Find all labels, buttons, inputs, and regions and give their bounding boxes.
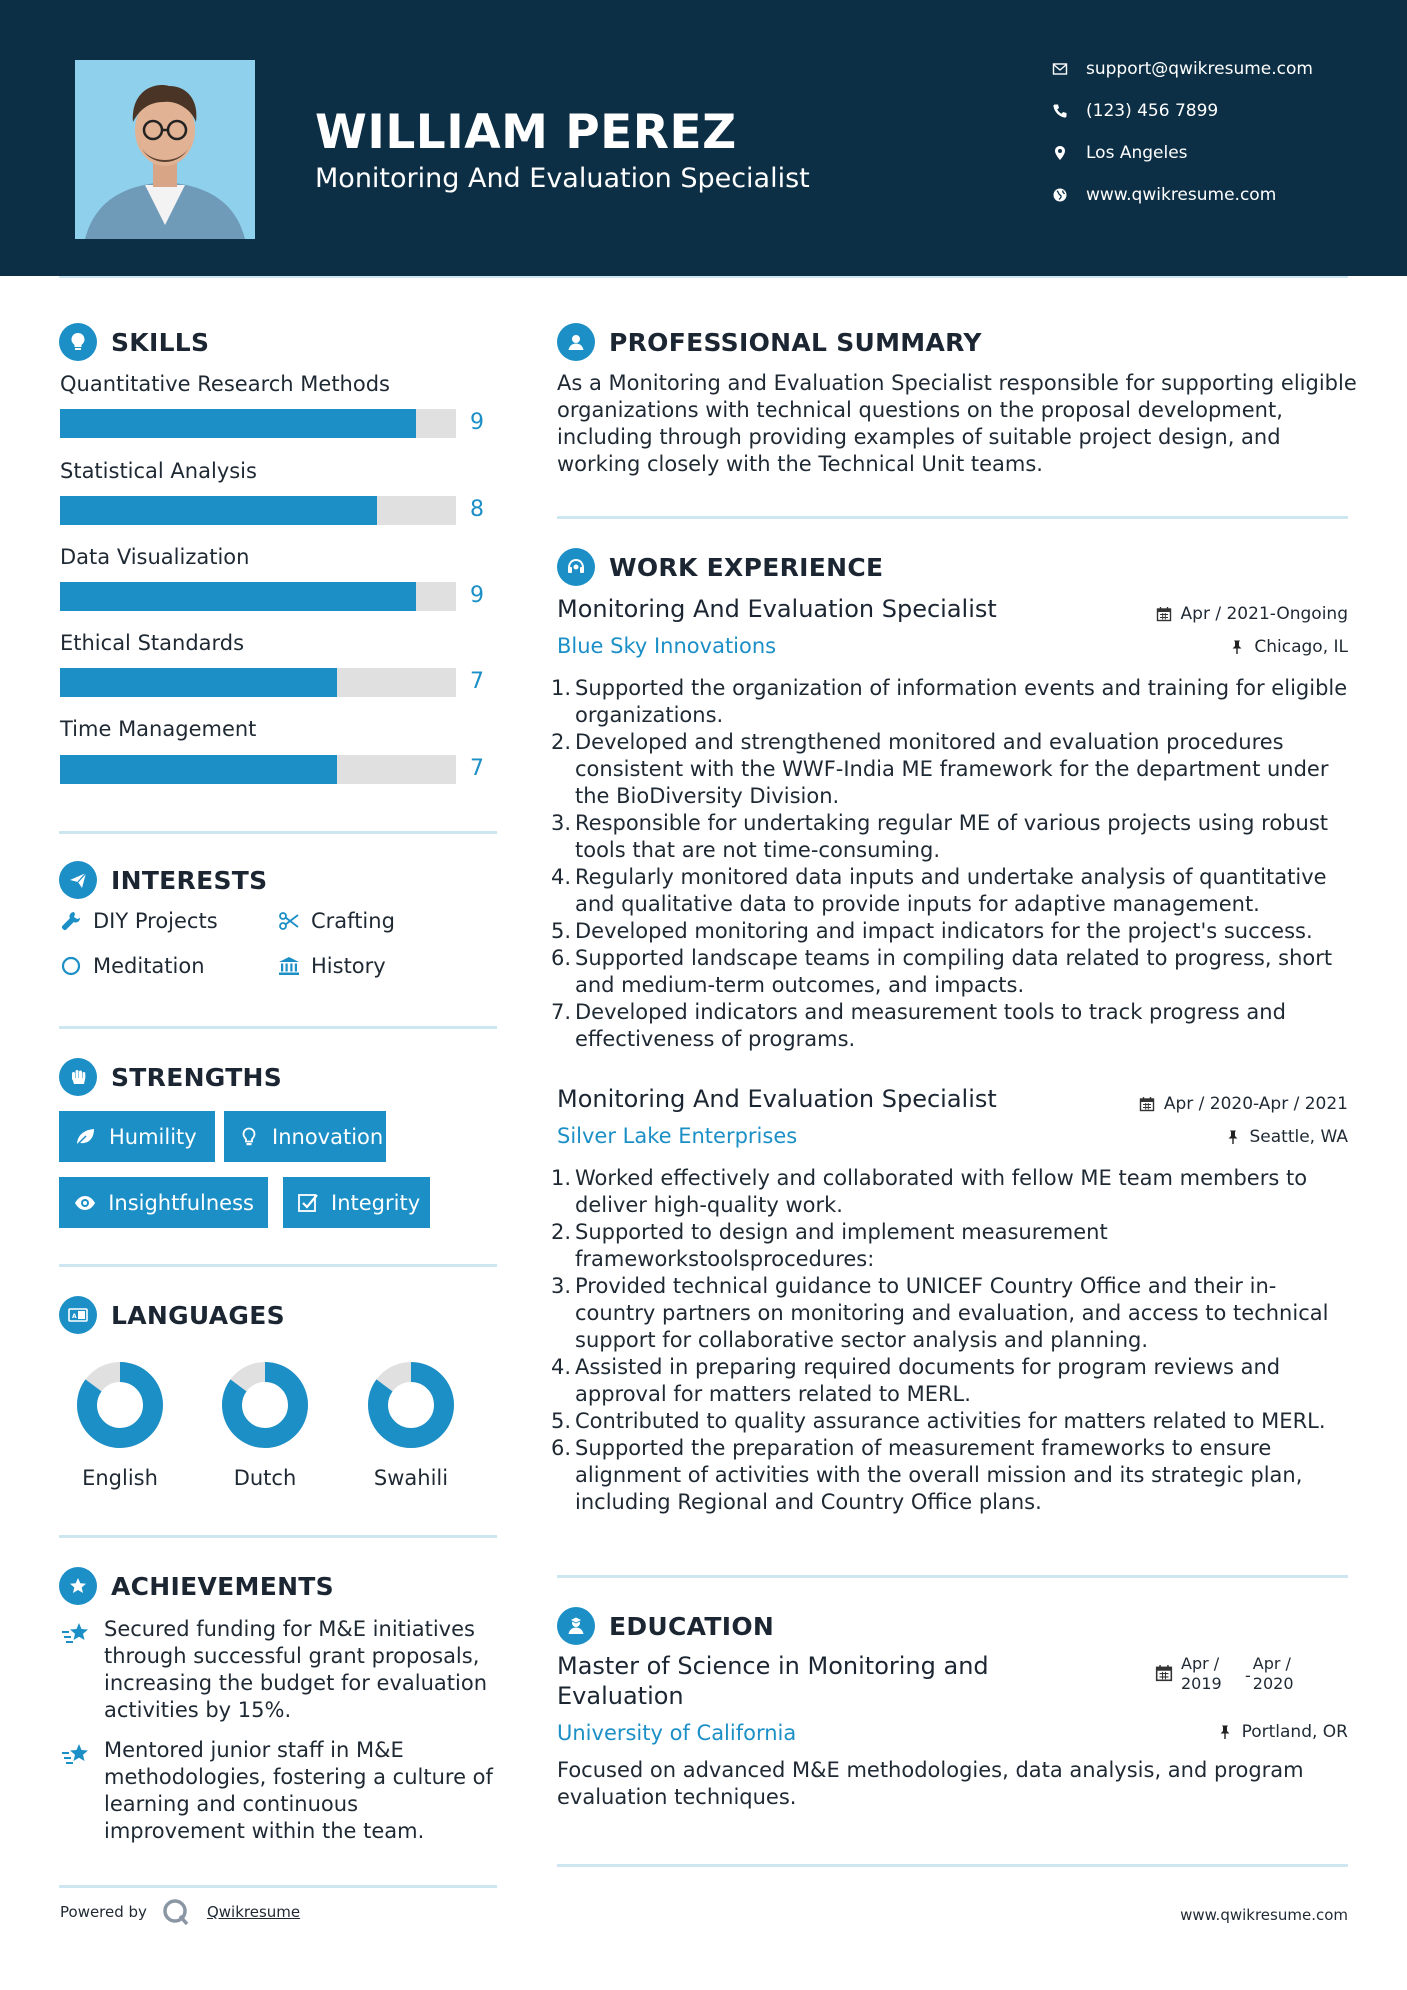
- skills-title: SKILLS: [111, 327, 210, 357]
- strength-badge: [283, 1177, 430, 1228]
- job-location-text: Chicago, IL: [1254, 637, 1348, 657]
- language-donut: [77, 1362, 163, 1448]
- skill-bar-fill: [60, 755, 337, 784]
- job-bullet: 3. Responsible for undertaking regular ME of various projects using robust tools that are not time-consuming.: [551, 811, 1328, 862]
- education-description: Focused on advanced M&E methodologies, data analysis, and program evaluation techniques.: [557, 1758, 1304, 1809]
- interest-label: Meditation: [93, 954, 205, 978]
- calendar-icon: [1155, 1664, 1173, 1682]
- skill-name: Ethical Standards: [60, 631, 245, 655]
- job-bullet: 5. Contributed to quality assurance activities for matters related to MERL.: [551, 1409, 1326, 1433]
- achievement-item: [60, 1737, 500, 1845]
- skill-bar-fill: [60, 496, 377, 525]
- skill-name: Data Visualization: [60, 545, 250, 569]
- achievement-text: Mentored junior staff in M&E methodologies, fostering a culture of learning and continuous improvement within the team.: [104, 1738, 493, 1843]
- graduate-icon: [557, 1607, 595, 1645]
- powered-by-label: Powered by: [60, 1903, 147, 1921]
- languages-title: LANGUAGES: [111, 1300, 285, 1330]
- skill-name: Statistical Analysis: [60, 459, 257, 483]
- skill-bar-fill: [60, 668, 337, 697]
- language-icon: [59, 1296, 97, 1334]
- achievements-heading: [59, 1566, 334, 1606]
- job-bullet: 3. Provided technical guidance to UNICEF Country Office and their in-country partners on monitoring and evaluation, and access to technical support for collaborative sector analysis and planning.: [551, 1274, 1329, 1352]
- summary-title: PROFESSIONAL SUMMARY: [609, 327, 982, 357]
- strength-label: Integrity: [331, 1190, 421, 1215]
- education-heading: [557, 1606, 774, 1646]
- job-bullet: 2. Supported to design and implement measurement frameworkstoolsprocedures:: [551, 1220, 1108, 1271]
- language-name: Dutch: [233, 1466, 297, 1490]
- contact-website-text: www.qwikresume.com: [1086, 185, 1277, 205]
- language-name: English: [82, 1466, 158, 1490]
- skill-bar: [60, 409, 456, 438]
- education-location-text: Portland, OR: [1241, 1722, 1348, 1742]
- contact-email-text: support@qwikresume.com: [1086, 59, 1313, 79]
- achievement-item: [60, 1616, 500, 1724]
- summary-text: As a Monitoring and Evaluation Specialist responsible for supporting eligible organizations with technical questions on the proposal development, including through providing examples of suitable project design, and working closely with the Technical Unit teams.: [557, 371, 1357, 476]
- scissors-icon: [277, 909, 301, 933]
- shooting-star-icon: [60, 1741, 92, 1771]
- achievement-text: Secured funding for M&E initiatives through successful grant proposals, increasing the budget for evaluation activities by 15%.: [104, 1617, 488, 1722]
- job-bullet: 5. Developed monitoring and impact indicators for the project's success.: [551, 919, 1313, 943]
- language-item: [205, 1362, 325, 1490]
- contact-phone[interactable]: [1050, 99, 1380, 123]
- interests-heading: [59, 860, 267, 900]
- skill-bar: [60, 668, 456, 697]
- headset-icon: [557, 548, 595, 586]
- section-divider: [59, 1535, 497, 1538]
- interest-item: [59, 909, 218, 933]
- section-divider: [59, 1026, 497, 1029]
- job-bullet: 4. Assisted in preparing required documents for program reviews and approval for matters related to MERL.: [551, 1355, 1281, 1406]
- envelope-icon: [1050, 59, 1070, 79]
- pushpin-icon: [1228, 638, 1246, 656]
- education-date-separator: -: [1245, 1666, 1251, 1685]
- job-dates: [1138, 1094, 1348, 1114]
- contact-location: [1050, 141, 1380, 165]
- interest-item: [277, 954, 386, 978]
- school-name: University of California: [557, 1721, 797, 1745]
- fist-icon: [59, 1058, 97, 1096]
- section-divider: [59, 1264, 497, 1267]
- map-pin-icon: [1050, 143, 1070, 163]
- footer-powered-by: [60, 1897, 300, 1927]
- strength-badge: [224, 1111, 386, 1162]
- contact-phone-text: (123) 456 7899: [1086, 101, 1219, 121]
- eye-icon: [73, 1191, 96, 1215]
- job-bullet: 6. Supported landscape teams in compiling data related to progress, short and medium-term outcomes, and impacts.: [551, 946, 1333, 997]
- language-donut: [222, 1362, 308, 1448]
- calendar-icon: [1138, 1095, 1156, 1113]
- contact-email[interactable]: [1050, 57, 1380, 81]
- paper-plane-icon: [59, 861, 97, 899]
- education-dates: [1155, 1654, 1303, 1694]
- education-title: EDUCATION: [609, 1611, 775, 1641]
- interest-label: DIY Projects: [93, 909, 218, 933]
- strengths-title: STRENGTHS: [111, 1062, 283, 1092]
- job-dates-text: Apr / 2020-Apr / 2021: [1163, 1094, 1348, 1114]
- wrench-icon: [59, 909, 83, 933]
- experience-title: WORK EXPERIENCE: [609, 552, 884, 582]
- language-item: [351, 1362, 471, 1490]
- strengths-heading: [59, 1057, 282, 1097]
- profile-photo: [75, 60, 255, 239]
- strength-badge: [59, 1177, 268, 1228]
- pushpin-icon: [1216, 1723, 1234, 1741]
- interest-item: [277, 909, 395, 933]
- strength-label: Insightfulness: [108, 1190, 254, 1215]
- skill-value: 7: [470, 756, 484, 781]
- achievements-title: ACHIEVEMENTS: [111, 1571, 334, 1601]
- strength-badge: [59, 1111, 215, 1162]
- strength-label: Humility: [109, 1124, 197, 1149]
- section-divider: [59, 831, 497, 834]
- skills-heading: [59, 322, 209, 362]
- svg-text:A: A: [72, 1313, 77, 1320]
- skill-value: 9: [470, 410, 484, 435]
- summary-heading: [557, 322, 982, 362]
- interests-title: INTERESTS: [111, 865, 268, 895]
- job-title: Monitoring And Evaluation Specialist: [557, 595, 997, 623]
- language-donut: [368, 1362, 454, 1448]
- phone-icon: [1050, 101, 1070, 121]
- lightbulb-icon: [238, 1125, 260, 1149]
- skill-bar: [60, 582, 456, 611]
- language-item: [60, 1362, 180, 1490]
- job-bullet: 7. Developed indicators and measurement tools to track progress and effectiveness of programs.: [551, 1000, 1286, 1051]
- shooting-star-icon: [60, 1620, 92, 1650]
- skill-bar-fill: [60, 582, 416, 611]
- section-divider: [557, 1864, 1348, 1867]
- section-divider: [557, 516, 1348, 519]
- user-icon: [557, 323, 595, 361]
- qwikresume-logo-icon: [161, 1897, 191, 1927]
- calendar-icon: [1155, 605, 1173, 623]
- strength-label: Innovation: [272, 1124, 384, 1149]
- contact-website[interactable]: [1050, 183, 1380, 207]
- education-end: Apr / 2020: [1252, 1654, 1294, 1693]
- footer-website[interactable]: www.qwikresume.com: [1180, 1906, 1348, 1924]
- skill-value: 9: [470, 583, 484, 608]
- job-location: [1228, 637, 1348, 657]
- experience-heading: [557, 547, 883, 587]
- job-location: [1224, 1127, 1349, 1147]
- header-divider: [59, 276, 1348, 278]
- qwikresume-link[interactable]: Qwikresume: [206, 1903, 301, 1921]
- section-divider: [59, 1885, 497, 1888]
- circle-icon: [59, 954, 83, 978]
- job-bullets: [551, 1165, 1355, 1516]
- company-name: Blue Sky Innovations: [557, 634, 777, 658]
- job-bullet: 2. Developed and strengthened monitored and evaluation procedures consistent with the WWF-India ME framework for the department under the BioDiversity Division.: [551, 730, 1329, 808]
- skill-name: Time Management: [60, 717, 257, 741]
- company-name: Silver Lake Enterprises: [557, 1124, 798, 1148]
- job-location-text: Seattle, WA: [1249, 1127, 1348, 1147]
- interest-label: Crafting: [311, 909, 395, 933]
- job-bullets: [551, 675, 1355, 1053]
- job-bullet: 1. Supported the organization of information events and training for eligible organizations.: [551, 676, 1348, 727]
- job-bullet: 6. Supported the preparation of measurement frameworks to ensure alignment of activities with the overall mission and its strategic plan, including Regional and Country Office plans.: [551, 1436, 1303, 1514]
- job-bullet: 1. Worked effectively and collaborated with fellow ME team members to deliver high-quality work.: [551, 1166, 1308, 1217]
- education-start: Apr / 2019: [1181, 1654, 1222, 1693]
- job-title: Monitoring And Evaluation Specialist: [557, 1085, 997, 1113]
- section-divider: [557, 1575, 1348, 1578]
- candidate-title: Monitoring And Evaluation Specialist: [315, 163, 810, 194]
- pushpin-icon: [1224, 1128, 1242, 1146]
- languages-heading: [59, 1295, 285, 1335]
- skill-name: Quantitative Research Methods: [60, 372, 390, 396]
- lightbulb-icon: [59, 323, 97, 361]
- bank-icon: [277, 954, 301, 978]
- language-name: Swahili: [373, 1466, 449, 1490]
- candidate-name: WILLIAM PEREZ: [315, 105, 737, 160]
- interest-label: History: [311, 954, 386, 978]
- skill-bar: [60, 496, 456, 525]
- interest-item: [59, 954, 205, 978]
- contact-location-text: Los Angeles: [1086, 143, 1188, 163]
- globe-icon: [1050, 185, 1070, 205]
- skill-bar: [60, 755, 456, 784]
- job-dates: [1155, 604, 1348, 624]
- job-bullet: 4. Regularly monitored data inputs and undertake analysis of quantitative and qualitative data to provide inputs for adaptive management.: [551, 865, 1327, 916]
- leaf-icon: [73, 1125, 97, 1149]
- skill-value: 8: [470, 497, 484, 522]
- resume-header: [0, 0, 1407, 276]
- education-location: [1216, 1722, 1348, 1742]
- checkbox-icon: [297, 1191, 319, 1215]
- star-badge-icon: [59, 1567, 97, 1605]
- skill-value: 7: [470, 669, 484, 694]
- degree-title: Master of Science in Monitoring and Evaluation: [557, 1652, 989, 1710]
- job-dates-text: Apr / 2021-Ongoing: [1180, 604, 1348, 624]
- skill-bar-fill: [60, 409, 416, 438]
